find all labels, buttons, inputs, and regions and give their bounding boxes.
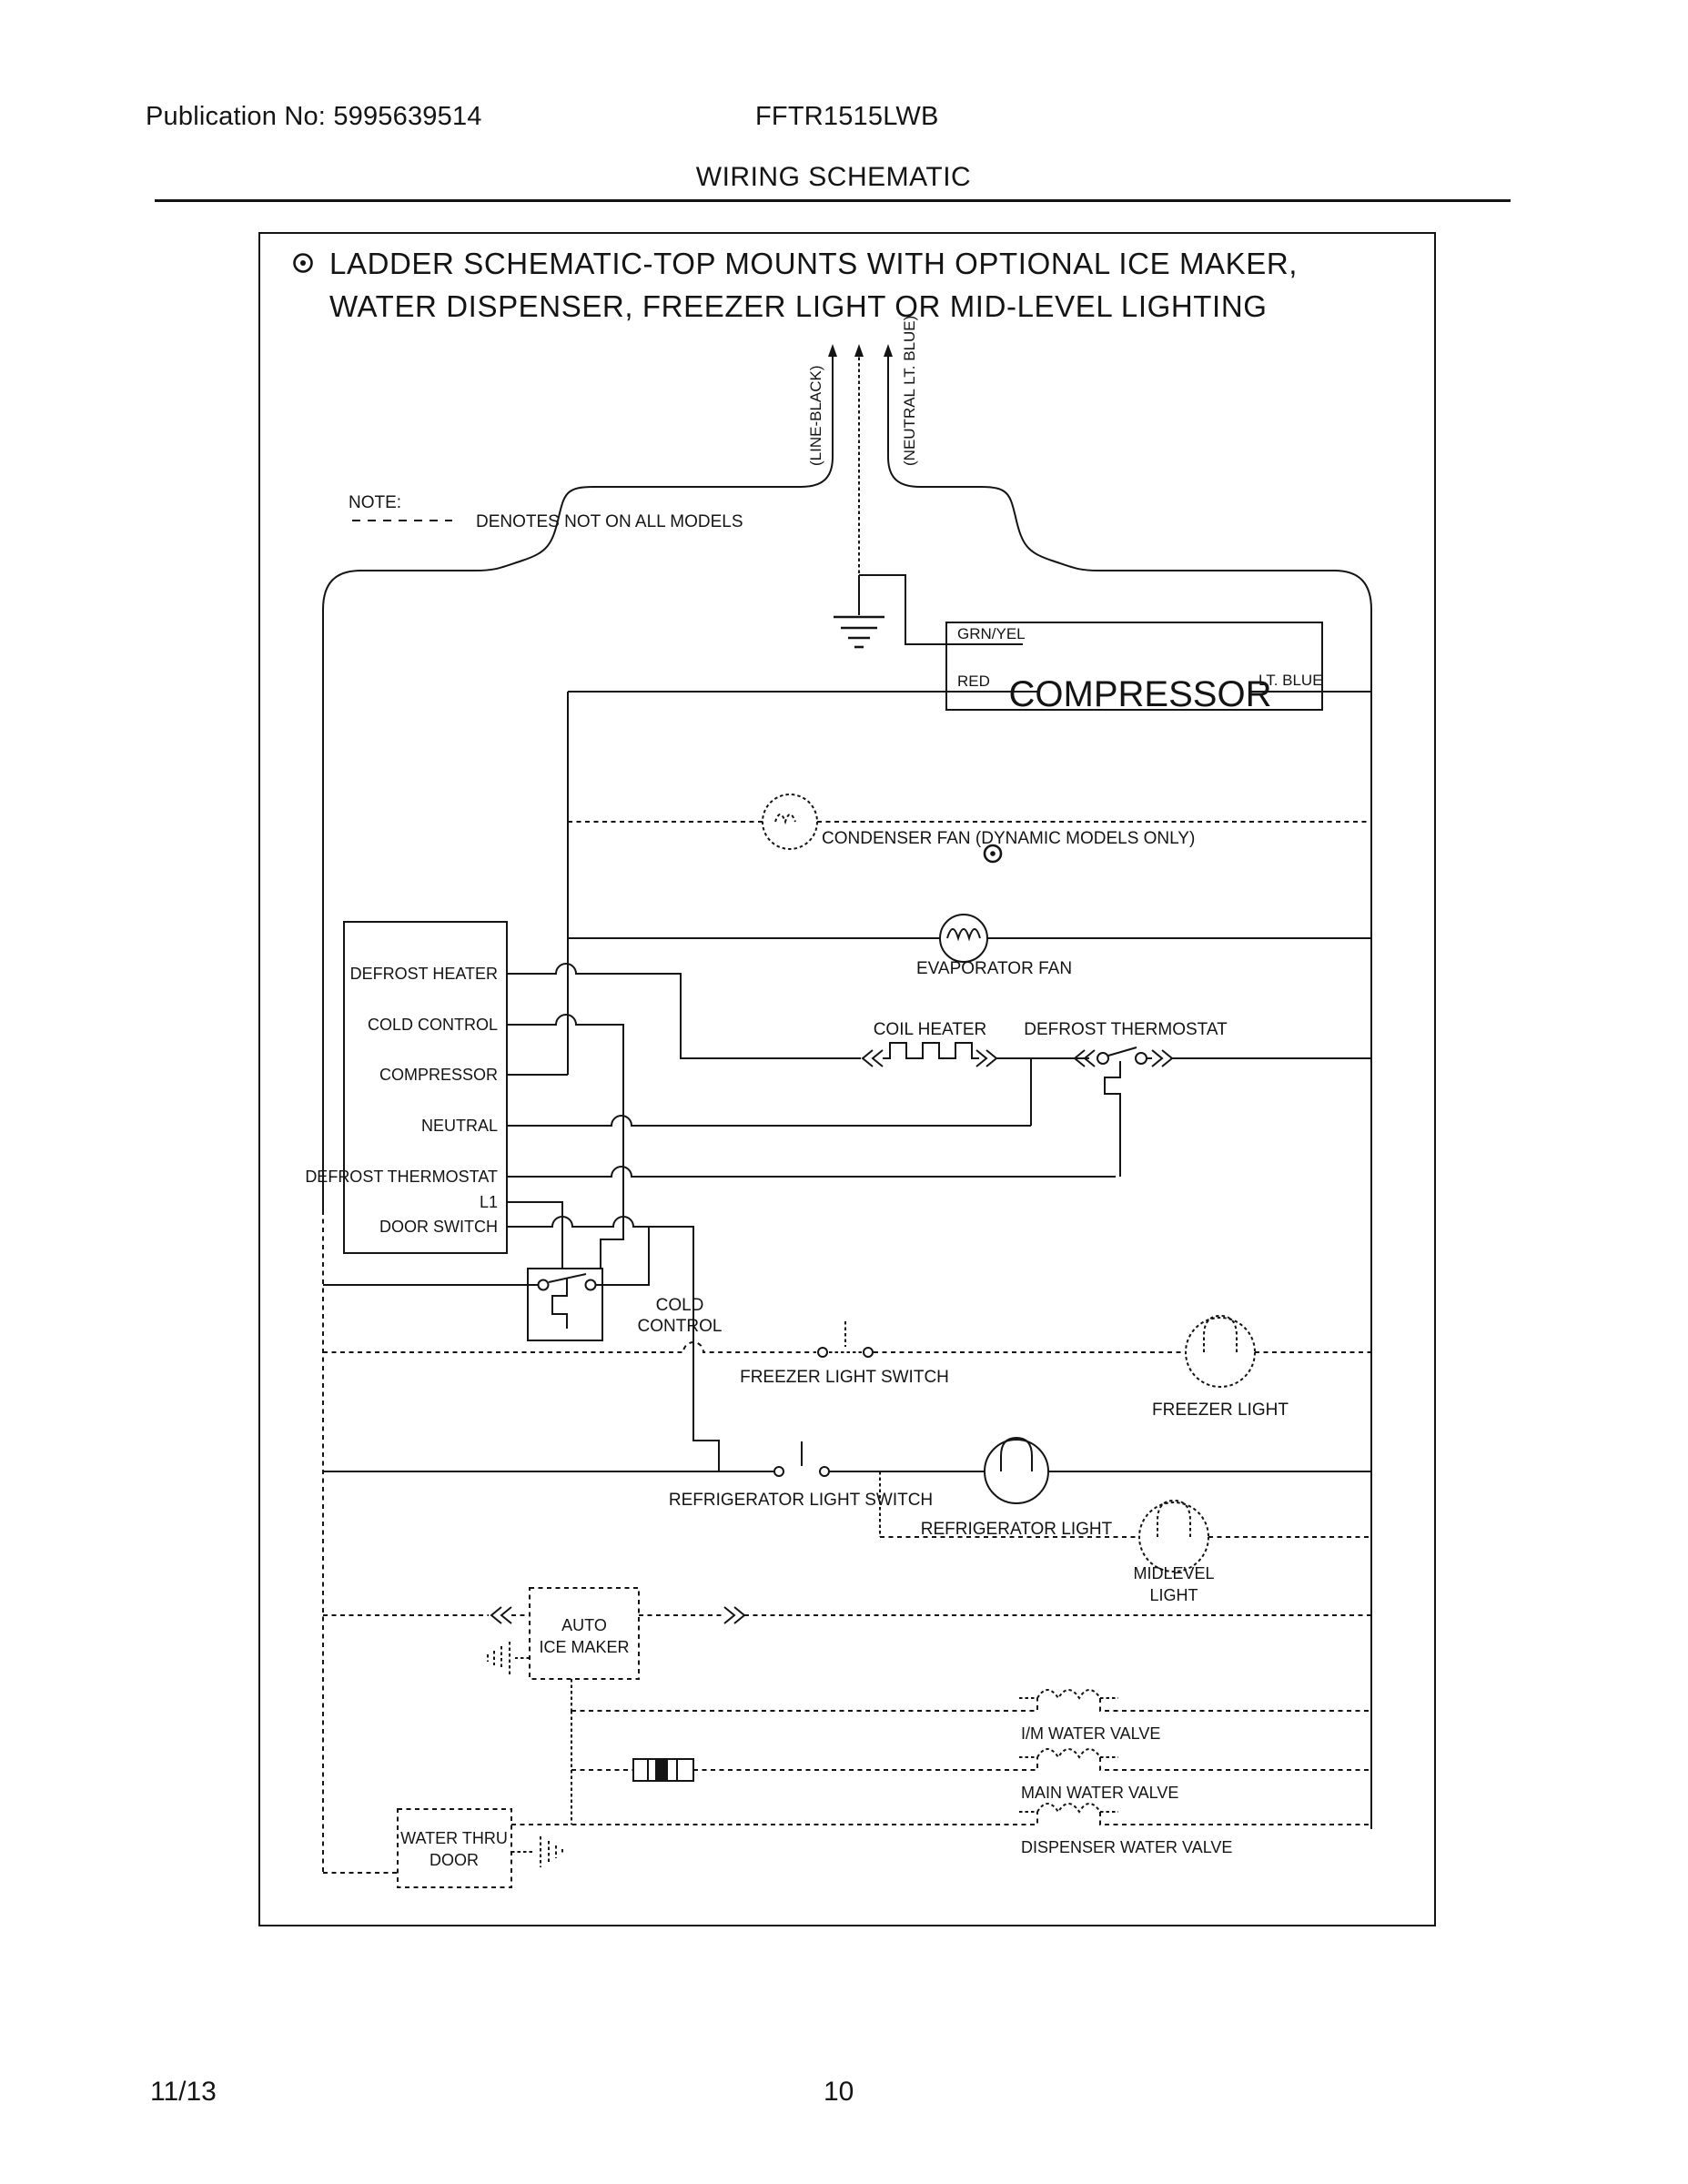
terminal-defrost-heater: DEFROST HEATER bbox=[349, 965, 498, 983]
note-label: NOTE: bbox=[349, 493, 402, 512]
condenser-fan-coil bbox=[775, 814, 795, 822]
defrost-heater-wire bbox=[507, 964, 861, 1058]
switch-contact bbox=[820, 1467, 829, 1476]
defrost-thermostat bbox=[1024, 1020, 1371, 1177]
refrigerator-light-row bbox=[323, 1438, 1371, 1539]
freezer-light-row bbox=[323, 1316, 1371, 1420]
coil-heater-label: COIL HEATER bbox=[873, 1020, 987, 1039]
freezer-light-switch-label: FREEZER LIGHT SWITCH bbox=[740, 1368, 949, 1387]
figure-title bbox=[295, 247, 1299, 323]
connector-left-icon bbox=[491, 1607, 511, 1623]
evaporator-fan-label: EVAPORATOR FAN bbox=[916, 959, 1073, 978]
water-thru-door bbox=[323, 1809, 562, 1887]
grn-yel-label: GRN/YEL bbox=[957, 625, 1026, 642]
refrigerator-light-switch-label: REFRIGERATOR LIGHT SWITCH bbox=[668, 1491, 934, 1510]
page-title: WIRING SCHEMATIC bbox=[695, 162, 972, 192]
note-text: DENOTES NOT ON ALL MODELS bbox=[476, 512, 743, 531]
neutral-wire-right-rail bbox=[888, 351, 1371, 1829]
switch-contact bbox=[774, 1467, 783, 1476]
publication-number: Publication No: 5995639514 bbox=[146, 102, 482, 131]
connector-right-icon bbox=[976, 1050, 996, 1067]
freezer-light-label: FREEZER LIGHT bbox=[1152, 1400, 1289, 1420]
evaporator-fan-icon bbox=[940, 915, 987, 962]
valve-coil-icon bbox=[1037, 1690, 1100, 1698]
figure-title-line2: WATER DISPENSER, FREEZER LIGHT OR MID-LEVEL LIGHTING bbox=[329, 289, 1268, 323]
im-valve-wire bbox=[571, 1698, 1371, 1711]
compressor-name: COMPRESSOR bbox=[1008, 674, 1272, 714]
evaporator-fan-coil bbox=[947, 929, 980, 938]
supply-wires bbox=[323, 316, 1371, 1873]
fill-tube-heater-icon bbox=[633, 1759, 693, 1781]
freezer-light-icon bbox=[1186, 1318, 1255, 1387]
valve-coil-icon bbox=[1037, 1749, 1100, 1757]
lamp-filament bbox=[1001, 1438, 1032, 1471]
arrow-up-icon bbox=[854, 344, 864, 357]
dispenser-valve-wire bbox=[511, 1812, 1371, 1825]
evaporator-fan-row bbox=[568, 915, 1371, 978]
im-water-valve-label: I/M WATER VALVE bbox=[1021, 1724, 1161, 1743]
terminal-l1: L1 bbox=[479, 1193, 498, 1211]
condenser-fan-label: CONDENSER FAN (DYNAMIC MODELS ONLY) bbox=[822, 829, 1196, 848]
ground-icon bbox=[488, 1642, 510, 1674]
defrost-thermostat-wire bbox=[507, 1167, 1116, 1177]
water-thru-door-box bbox=[398, 1809, 511, 1887]
terminal-cold-control: COLD CONTROL bbox=[367, 1016, 498, 1034]
red-label: RED bbox=[957, 672, 990, 690]
switch-arm bbox=[1108, 1047, 1137, 1056]
water-thru-door-label-line1: WATER THRU bbox=[400, 1829, 508, 1847]
ground-icon bbox=[834, 617, 884, 647]
arrow-up-icon bbox=[884, 344, 893, 357]
cold-control bbox=[323, 1227, 722, 1340]
footer-date: 11/13 bbox=[150, 2077, 217, 2107]
water-valve-rows bbox=[511, 1690, 1371, 1856]
terminal-neutral: NEUTRAL bbox=[420, 1117, 498, 1135]
terminal-wiring bbox=[507, 964, 1116, 1471]
defrost-thermostat-label: DEFROST THERMOSTAT bbox=[1024, 1020, 1228, 1039]
terminal-defrost-thermostat: DEFROST THERMOSTAT bbox=[305, 1168, 498, 1186]
lamp-filament bbox=[1204, 1316, 1237, 1352]
line-black-label: (LINE-BLACK) bbox=[807, 365, 824, 466]
dispenser-water-valve-label: DISPENSER WATER VALVE bbox=[1021, 1838, 1233, 1856]
refrigerator-light-icon bbox=[985, 1440, 1048, 1503]
ice-maker-label-line1: AUTO bbox=[561, 1616, 607, 1634]
terminal-compressor: COMPRESSOR bbox=[379, 1066, 498, 1084]
compressor-block bbox=[568, 622, 1371, 714]
l1-wire bbox=[507, 1202, 562, 1269]
thermostat-bracket bbox=[1105, 1061, 1120, 1177]
model-number: FFTR1515LWB bbox=[755, 102, 939, 131]
cold-control-label-line1: COLD bbox=[655, 1296, 704, 1315]
cold-control-bracket bbox=[552, 1279, 567, 1329]
midlevel-light-label-line1: MIDLEVEL bbox=[1133, 1564, 1215, 1582]
midlevel-light-label-line2: LIGHT bbox=[1149, 1586, 1198, 1604]
cold-control-wire bbox=[507, 1015, 623, 1269]
connector-right-icon bbox=[1152, 1050, 1172, 1067]
valve-coil-icon bbox=[1037, 1804, 1100, 1812]
ground-wire-branch bbox=[859, 575, 946, 644]
main-water-valve-label: MAIN WATER VALVE bbox=[1021, 1784, 1179, 1802]
heater-element-icon bbox=[883, 1043, 979, 1058]
switch-contact bbox=[818, 1348, 827, 1357]
condenser-fan-icon bbox=[763, 794, 817, 849]
cold-control-label-line2: CONTROL bbox=[637, 1317, 723, 1336]
lt-blue-label: LT. BLUE bbox=[1258, 672, 1323, 689]
refrigerator-light-label: REFRIGERATOR LIGHT bbox=[920, 1520, 1113, 1539]
door-switch-wire bbox=[507, 1217, 719, 1471]
footer-page-number: 10 bbox=[824, 2077, 854, 2107]
water-thru-door-label-line2: DOOR bbox=[430, 1851, 479, 1869]
terminal-box bbox=[305, 922, 507, 1253]
lamp-filament bbox=[1157, 1501, 1190, 1537]
connector-left-icon bbox=[863, 1050, 883, 1067]
ice-maker-row bbox=[323, 1588, 1371, 1711]
ground-icon bbox=[541, 1836, 562, 1867]
neutral-terminal-wire bbox=[507, 1116, 1031, 1126]
ice-maker-label-line2: ICE MAKER bbox=[539, 1638, 630, 1656]
main-valve-wire bbox=[693, 1757, 1371, 1770]
note-block bbox=[349, 493, 743, 531]
condenser-fan-row bbox=[568, 794, 1371, 862]
target-bullet-icon bbox=[295, 255, 312, 272]
terminal-door-switch: DOOR SWITCH bbox=[379, 1218, 498, 1236]
arrow-up-icon bbox=[828, 344, 837, 357]
connector-right-icon bbox=[724, 1607, 744, 1623]
figure-title-line1: LADDER SCHEMATIC-TOP MOUNTS WITH OPTIONAL ICE MAKER, bbox=[329, 247, 1299, 280]
midlevel-light-row bbox=[880, 1471, 1371, 1604]
neutral-label: (NEUTRAL LT. BLUE) bbox=[901, 315, 918, 466]
switch-contact bbox=[864, 1348, 873, 1357]
midlevel-light-icon bbox=[1139, 1502, 1208, 1572]
